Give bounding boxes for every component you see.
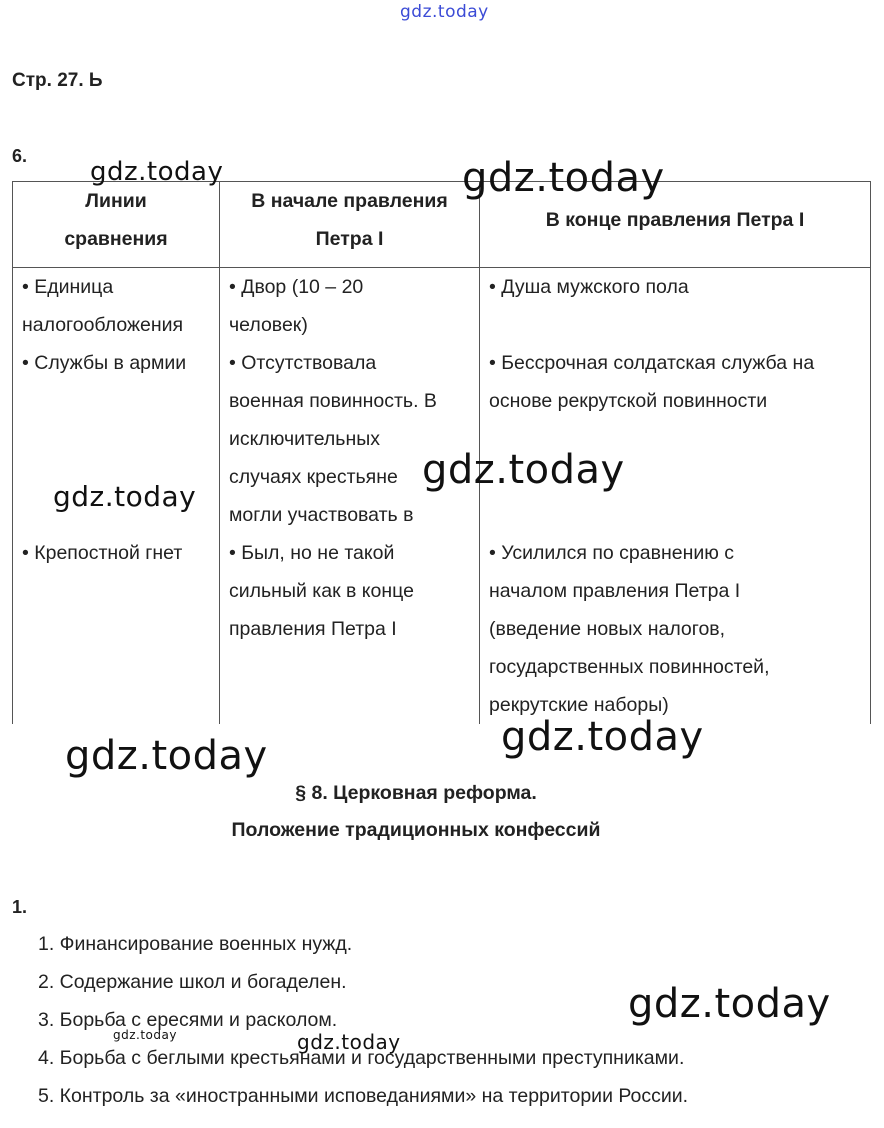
cell-line: • Отсутствовала xyxy=(229,352,377,374)
header-line: В начале правления xyxy=(251,190,448,212)
list-item: 4. Борьба с беглыми крестьянами и государственными преступниками. xyxy=(38,1047,685,1069)
table-row xyxy=(13,268,871,345)
list-item: 1. Финансирование военных нужд. xyxy=(38,933,353,955)
page-header: Стр. 27. Ь xyxy=(12,70,103,91)
table-cell xyxy=(220,344,480,534)
section-title: § 8. Церковная реформа. xyxy=(295,782,537,804)
cell-line: военная повинность. В xyxy=(229,390,437,412)
header-beginning-of-reign xyxy=(220,182,480,268)
watermark: gdz.today xyxy=(462,155,665,201)
watermark: gdz.today xyxy=(297,1030,401,1054)
cell-line: рекрутские наборы) xyxy=(489,694,669,716)
table-cell xyxy=(480,534,871,724)
cell-line: могли участвовать в xyxy=(229,504,414,526)
table-cell xyxy=(13,344,220,534)
section-subtitle: Положение традиционных конфессий xyxy=(231,819,601,841)
task-1-number: 1. xyxy=(12,897,28,917)
cell-line: • Крепостной гнет xyxy=(22,542,183,564)
cell-line: • Душа мужского пола xyxy=(489,276,689,298)
cell-line: налогообложения xyxy=(22,314,184,336)
cell-line: • Был, но не такой xyxy=(229,542,395,564)
watermark: gdz.today xyxy=(422,447,625,493)
list-item: 5. Контроль за «иностранными исповеданиями» на территории России. xyxy=(38,1085,689,1107)
task-6-number: 6. xyxy=(12,146,28,166)
cell-line: сильный как в конце xyxy=(229,580,414,602)
table-cell xyxy=(480,344,871,534)
cell-line: случаях крестьяне xyxy=(229,466,398,488)
comparison-table xyxy=(12,181,871,724)
list-item: 3. Борьба с ересями и расколом. xyxy=(38,1009,338,1031)
header-line: Петра I xyxy=(315,228,384,250)
cell-line: исключительных xyxy=(229,428,381,450)
table-cell xyxy=(220,268,480,345)
watermark: gdz.today xyxy=(53,480,197,513)
header-end-of-reign: В конце правления Петра I xyxy=(480,182,871,268)
header-line: сравнения xyxy=(64,228,168,250)
cell-line: • Усилился по сравнению с xyxy=(489,542,735,564)
header-line: Линии xyxy=(85,190,147,212)
watermark: gdz.today xyxy=(113,1028,177,1042)
cell-line: правления Петра I xyxy=(229,618,397,640)
cell-line: • Единица xyxy=(22,276,114,298)
list-item: 2. Содержание школ и богаделен. xyxy=(38,971,347,993)
watermark: gdz.today xyxy=(400,2,489,22)
watermark: gdz.today xyxy=(65,733,268,779)
watermark: gdz.today xyxy=(501,714,704,760)
table-row xyxy=(13,344,871,534)
table-row xyxy=(13,534,871,724)
watermark: gdz.today xyxy=(90,157,224,187)
header-comparison-lines xyxy=(13,182,220,268)
cell-line: государственных повинностей, xyxy=(489,656,770,678)
cell-line: (введение новых налогов, xyxy=(489,618,726,640)
cell-line: • Службы в армии xyxy=(22,352,187,374)
cell-line: основе рекрутской повинности xyxy=(489,390,768,412)
cell-line: • Двор (10 – 20 xyxy=(229,276,364,298)
table-cell xyxy=(220,534,480,724)
table-cell xyxy=(13,268,220,345)
table-cell xyxy=(480,268,871,345)
answer-list xyxy=(38,925,688,1115)
cell-line: человек) xyxy=(229,314,308,336)
cell-line: началом правления Петра I xyxy=(489,580,741,602)
table-cell xyxy=(13,534,220,724)
watermark: gdz.today xyxy=(628,981,831,1027)
cell-line: • Бессрочная солдатская служба на xyxy=(489,352,815,374)
